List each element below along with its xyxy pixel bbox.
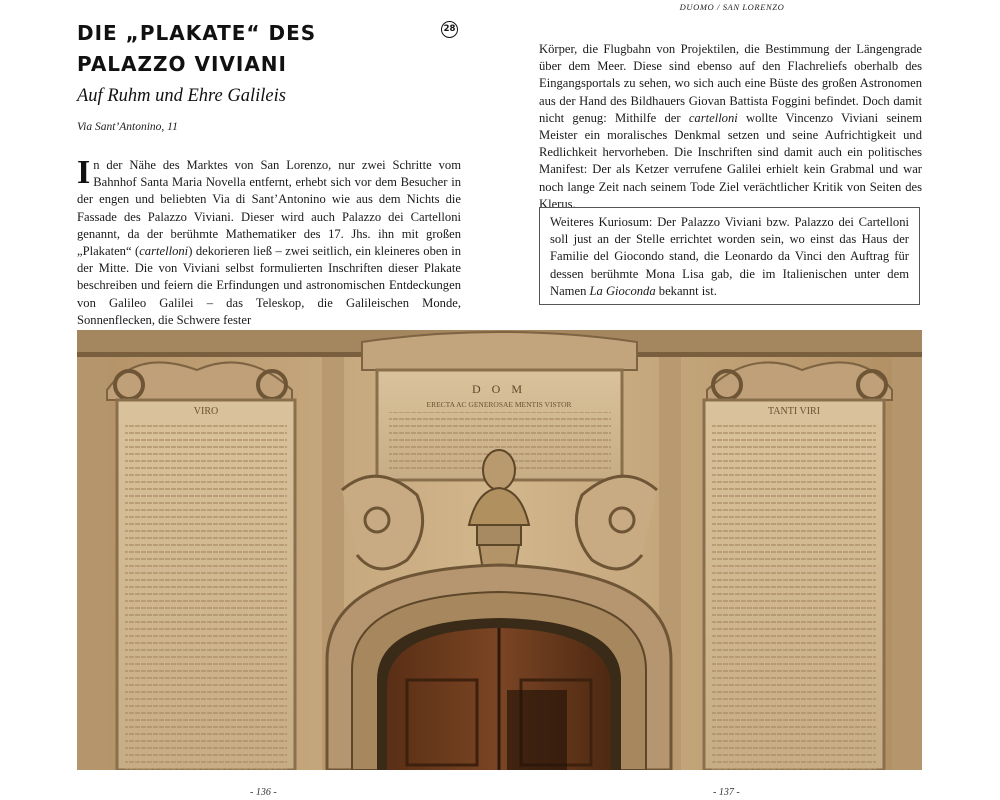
page-title — [77, 18, 437, 80]
note-box — [539, 207, 920, 305]
plaque-right — [704, 362, 892, 770]
page-number-right: - 137 - — [713, 787, 740, 798]
left-body-part-2: ) dekorieren ließ – zwei seitlich, ein kleineres oben in der Mitte. Die von Viviani selbst formulierten Inschriften dieser Plakate beschreiben und feiern die Erfindungen und astronomischen Entdeckungen von Galileo Galilei – das Teleskop, die Galileischen Monde, Sonnenflecken, die Schwere fester — [77, 244, 462, 327]
center-plaque-line: ERECTA AC GENEROSAE MENTIS VISTOR — [426, 400, 572, 409]
page-number-left: - 136 - — [250, 787, 277, 798]
title-line-1: DIE „PLAKATE“ DES — [77, 21, 317, 45]
plaque-right-heading: TANTI VIRI — [767, 406, 821, 417]
facade-photo — [77, 330, 922, 770]
right-body-italic: cartelloni — [688, 110, 738, 125]
facade-illustration — [77, 330, 922, 770]
right-body-part-1: Körper, die Flugbahn von Projektilen, die Bestimmung der Längengrade über dem Meer. Diese sind ebenso auf den Flachreliefs oberhalb des Eingangsportals zu sehen, wo sich auch eine Büste des großen Astronomen aus der Hand des Bildhauers Giovan Battista Foggini befindet. Doch damit nicht genug: Mithilfe der — [539, 42, 922, 125]
plaque-left — [107, 362, 295, 770]
note-part-2: bekannt ist. — [655, 283, 717, 298]
pilaster-right — [892, 357, 922, 770]
address: Via Sant’Antonino, 11 — [77, 121, 178, 133]
title-line-2: PALAZZO VIVIANI — [77, 52, 287, 76]
note-italic: La Gioconda — [589, 283, 656, 298]
note-part-1: Weiteres Kuriosum: Der Palazzo Viviani bzw. Palazzo dei Cartelloni soll just an der Stelle errichtet worden sein, wo einst das Haus der Familie del Giocondo stand, die Leonardo da Vinci den Auftrag für dessen berühmte Mona Lisa gab, die im Italienischen unter dem Namen — [550, 215, 909, 298]
left-body-italic: cartelloni — [139, 244, 189, 259]
right-body-part-2: wollte Vincenzo Viviani seinem Meister ein moralisches Denkmal setzen und seine Aufrichtigkeit und Redlichkeit hervorheben. Die Inschriften sind damit auch ein politisches Manifest: Der als Ketzer verrufene Galilei erhielt kein Grabmal und war noch lange Zeit nach seinem Tode Ziel verächtlicher Kritik von Seiten des Klerus. — [539, 110, 922, 211]
plaque-left-heading: VIRO — [193, 406, 219, 417]
left-body-part-1: n der Nähe des Marktes von San Lorenzo, nur zwei Schritte vom Bahnhof Santa Maria Novella entfernt, erhebt sich vor dem Besucher in der engen und beliebten Via di Sant’Antonino wie aus dem Nichts die Fassade des Palazzo Viviani. Dieser wird auch Palazzo dei Cartelloni genannt, da der berühmte Mathematiker des 17. Jhs. ihn mit großen „Plakaten“ ( — [77, 158, 461, 259]
pilaster-left — [77, 357, 107, 770]
wooden-door — [387, 628, 611, 770]
subtitle: Auf Ruhm und Ehre Galileis — [77, 86, 286, 106]
center-plaque-heading: D O M — [471, 382, 527, 396]
body-text-left — [77, 154, 462, 329]
drop-cap: I — [77, 154, 91, 191]
body-text-right — [539, 41, 922, 213]
chapter-number-badge: 28 — [441, 21, 458, 38]
running-head: DUOMO / SAN LORENZO — [679, 2, 785, 12]
